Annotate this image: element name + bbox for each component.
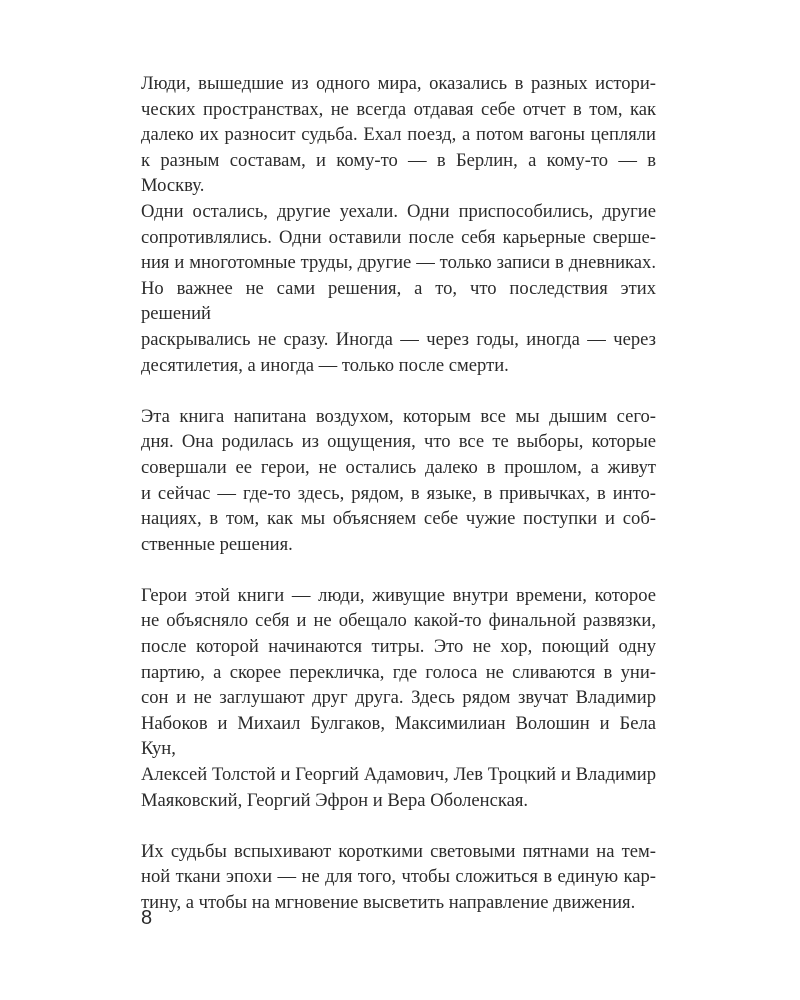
page-number: 8 xyxy=(141,907,153,929)
text-line: Алексей Толстой и Георгий Адамович, Лев Троцкий и Владимир xyxy=(141,764,656,786)
text-line: Эта книга напитана воздухом, которым все мы дышим сего- xyxy=(141,405,656,427)
text-line: раскрывались не сразу. Иногда — через годы, иногда — через xyxy=(141,328,656,350)
text-line: тину, а чтобы на мгновение высветить направление движения. xyxy=(141,892,636,913)
text-line: Люди, вышедшие из одного мира, оказались в разных истори- xyxy=(141,73,656,94)
paragraph xyxy=(141,583,656,813)
text-line: ственные решения. xyxy=(141,533,293,555)
body-text xyxy=(141,71,656,941)
text-line: десятилетия, а иногда — только после смерти. xyxy=(141,354,509,376)
paragraph xyxy=(141,404,656,558)
text-line: не объясняло себя и не обещало какой-то финальной развязки, xyxy=(141,610,656,632)
text-line: Маяковский, Георгий Эфрон и Вера Оболенская. xyxy=(141,789,529,811)
text-line: ния и многотомные труды, другие — только записи в дневниках. xyxy=(141,252,656,274)
text-line: Набоков и Михаил Булгаков, Максимилиан Волошин и Бела Кун, xyxy=(141,712,656,760)
text-line: Герои этой книги — люди, живущие внутри времени, которое xyxy=(141,584,656,606)
text-line: дня. Она родилась из ощущения, что все те выборы, которые xyxy=(141,431,656,453)
text-line: ной ткани эпохи — не для того, чтобы сложиться в единую кар- xyxy=(141,866,656,888)
text-line: ческих пространствах, не всегда отдавая себе отчет в том, как xyxy=(141,98,656,120)
text-line: и сейчас — где-то здесь, рядом, в языке, в привычках, в инто- xyxy=(141,482,656,504)
text-line: партию, а скорее перекличка, где голоса не сливаются в уни- xyxy=(141,661,656,683)
text-line: Одни остались, другие уехали. Одни приспособились, другие xyxy=(141,200,656,222)
text-line: совершали ее герои, не остались далеко в прошлом, а живут xyxy=(141,456,656,478)
paragraph xyxy=(141,839,656,916)
text-line: далеко их разносит судьба. Ехал поезд, а потом вагоны цепляли xyxy=(141,124,656,146)
text-line: нациях, в том, как мы объясняем себе чужие поступки и соб- xyxy=(141,508,656,530)
text-line: Их судьбы вспыхивают короткими световыми пятнами на тем- xyxy=(141,840,656,862)
text-line: к разным составам, и кому-то — в Берлин, а кому-то — в Москву. xyxy=(141,149,656,197)
text-line: сон и не заглушают друг друга. Здесь рядом звучат Владимир xyxy=(141,687,656,709)
text-line: Но важнее не сами решения, а то, что последствия этих решений xyxy=(141,277,656,325)
paragraph xyxy=(141,71,656,378)
text-line: сопротивлялись. Одни оставили после себя карьерные сверше- xyxy=(141,226,656,248)
text-line: после которой начинаются титры. Это не хор, поющий одну xyxy=(141,636,656,658)
